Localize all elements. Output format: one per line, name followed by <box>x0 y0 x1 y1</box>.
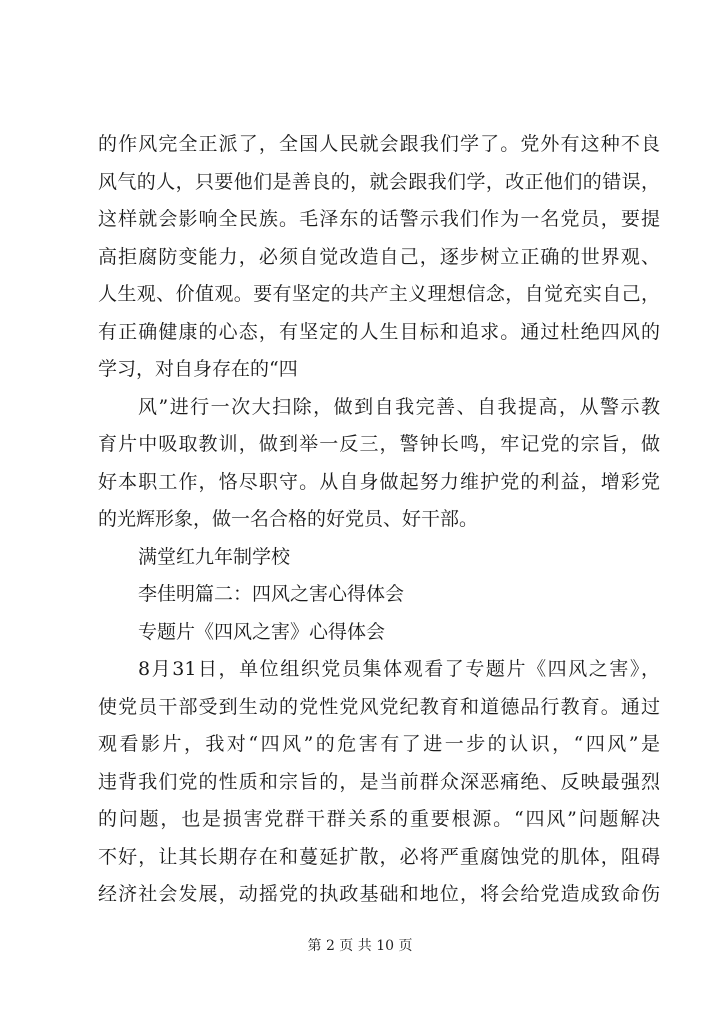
text-line: 的作风完全正派了，全国人民就会跟我们学了。党外有这种不良 <box>98 133 660 155</box>
document-body <box>98 126 660 914</box>
text-line: 使党员干部受到生动的党性党风党纪教育和道德品行教育。通过 <box>98 695 660 718</box>
text-line: 观看影片，我对“四风”的危害有了进一步的认识，“四风”是 <box>98 733 660 755</box>
text-line: 人生观、价值观。要有坚定的共产主义理想信念，自觉充实自己， <box>98 283 660 305</box>
text-line: 好本职工作，恪尽职守。从自身做起努力维护党的利益，增彩党 <box>98 470 660 493</box>
text-line: 风”进行一次大扫除，做到自我完善、自我提高，从警示教 <box>138 395 660 418</box>
page-number: 第 2 页 共 10 页 <box>307 938 413 954</box>
article-title: 专题片《四风之害》心得体会 <box>138 620 386 643</box>
text-line: 不好，让其长期存在和蔓延扩散，必将严重腐蚀党的肌体，阻碍 <box>98 845 660 868</box>
text-line: 8月31日，单位组织党员集体观看了专题片《四风之害》， <box>138 658 660 680</box>
text-line: 的问题，也是损害党群干群关系的重要根源。“四风”问题解决 <box>98 808 660 830</box>
section-heading: 李佳明篇二：四风之害心得体会 <box>138 583 405 605</box>
text-line: 育片中吸取教训，做到举一反三，警钟长鸣，牢记党的宗旨，做 <box>98 433 660 455</box>
text-line: 这样就会影响全民族。毛泽东的话警示我们作为一名党员，要提 <box>98 208 660 230</box>
text-line: 违背我们党的性质和宗旨的，是当前群众深恶痛绝、反映最强烈 <box>98 770 660 793</box>
text-line: 高拒腐防变能力，必须自觉改造自己，逐步树立正确的世界观、 <box>98 245 660 268</box>
text-line: 学习，对自身存在的“四 <box>98 358 298 380</box>
school-name: 满堂红九年制学校 <box>138 545 291 568</box>
text-line: 有正确健康的心态，有坚定的人生目标和追求。通过杜绝四风的 <box>98 320 660 343</box>
text-line: 经济社会发展，动摇党的执政基础和地位，将会给党造成致命伤 <box>98 883 660 905</box>
text-line: 风气的人，只要他们是善良的，就会跟我们学，改正他们的错误， <box>98 170 660 193</box>
text-line: 的光辉形象，做一名合格的好党员、好干部。 <box>98 508 479 530</box>
